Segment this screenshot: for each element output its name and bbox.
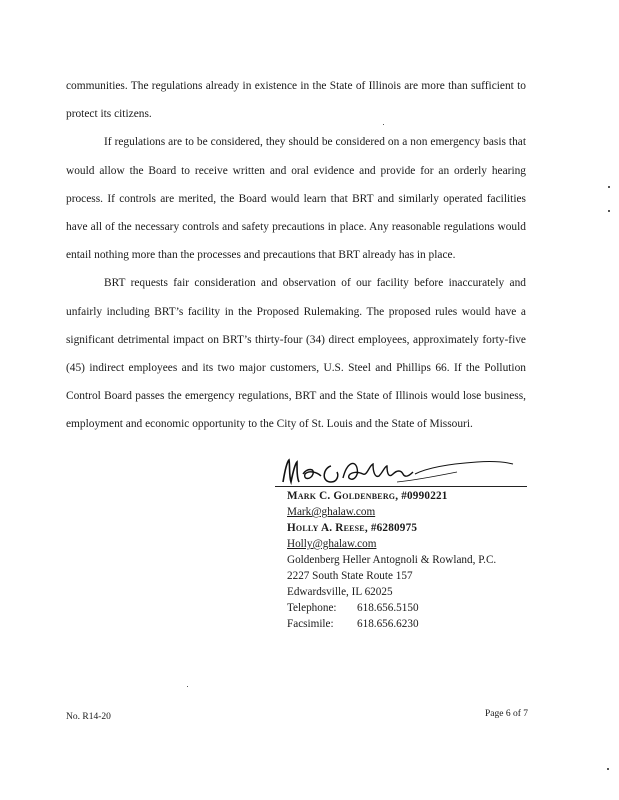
scan-speck (383, 124, 384, 125)
paragraph-continuation: communities. The regulations already in existence in the State of Illinois are more than sufficient to protect its citizens. (66, 80, 526, 121)
paragraph-request: BRT requests fair consideration and observation of our facility before inaccurately and unfairly including BRT’s facility in the Proposed Rulemaking. The proposed rules would have a significant detrimental impact on BRT’s thirty-four (34) direct employees, approximately forty-five (45) indirect employees and its two major customers, U.S. Steel and Phillips 66. If the Pollution Control Board passes the emergency regulations, BRT and the State of Illinois would lose business, employment and economic opportunity to the City of St. Louis and the State of Missouri. (66, 277, 526, 431)
signature-line (275, 486, 527, 487)
body-text (66, 72, 526, 439)
scan-speck (187, 686, 188, 687)
signature-details (287, 488, 496, 632)
paragraph-regulations: If regulations are to be considered, they should be considered on a non emergency basis that would allow the Board to receive written and oral evidence and provide for an orderly hearing process. If controls are merited, the Board would learn that BRT and similarly operated facilities have all of the necessary controls and safety precautions in place. Any reasonable regulations would entail nothing more than the processes and precautions that BRT already has in place. (66, 136, 526, 262)
phone-number: 618.656.5150 (357, 602, 419, 614)
signer1-name: Mark C. Goldenberg, #0990221 (287, 490, 448, 502)
signer1-email-link[interactable]: Mark@ghalaw.com (287, 506, 376, 518)
fax-number: 618.656.6230 (357, 618, 419, 630)
fax-row (287, 616, 496, 632)
scan-speck (608, 186, 610, 188)
firm-street: 2227 South State Route 157 (287, 570, 413, 582)
fax-label: Facsimile: (287, 618, 334, 630)
signer2-name: Holly A. Reese, #6280975 (287, 522, 418, 534)
scan-speck (607, 768, 609, 770)
scan-speck (608, 210, 610, 212)
footer-docket-number: No. R14-20 (66, 712, 111, 722)
phone-row (287, 600, 496, 616)
firm-city: Edwardsville, IL 62025 (287, 586, 393, 598)
signer2-email-link[interactable]: Holly@ghalaw.com (287, 538, 377, 550)
footer-page-number: Page 6 of 7 (485, 709, 529, 719)
phone-label: Telephone: (287, 602, 337, 614)
firm-name: Goldenberg Heller Antognoli & Rowland, P.C. (287, 554, 497, 566)
